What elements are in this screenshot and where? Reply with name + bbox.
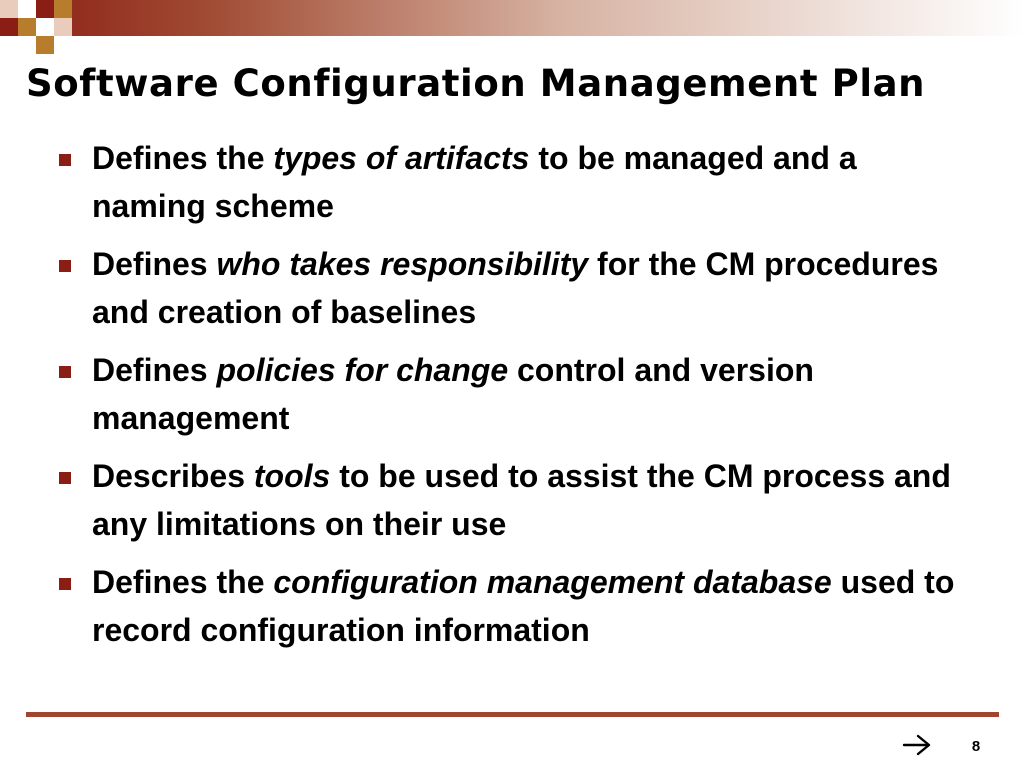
bullet-item [56,346,956,442]
bullet-emphasis: configuration management database [273,564,832,600]
bullet-emphasis: who takes responsibility [216,246,589,282]
bullet-emphasis: types of artifacts [273,140,530,176]
bullet-text [92,246,938,330]
decorative-square [54,18,72,36]
square-bullet-icon [59,260,71,272]
decorative-square [36,0,54,18]
next-slide-button[interactable] [900,732,934,758]
decorative-square [18,18,36,36]
bullet-item [56,558,956,654]
bullet-text-after: control and version management [92,352,814,436]
bullet-text-after: for the CM procedures and creation of baselines [92,246,939,330]
decorative-square [0,0,18,18]
bullet-emphasis: tools [253,458,331,494]
decorative-square [18,36,36,54]
decorative-square [36,18,54,36]
bullet-text-before: Defines the [92,140,274,176]
decorative-square [18,0,36,18]
bullet-emphasis: policies for change [216,352,509,388]
bullet-text [92,352,814,436]
decorative-square [36,36,54,54]
decorative-square [0,18,18,36]
bullet-text-after: used to record configuration information [92,564,955,648]
bullet-list [56,134,956,664]
bullet-text-before: Defines the [92,564,274,600]
square-bullet-icon [59,472,71,484]
bullet-item [56,452,956,548]
slide-title: Software Configuration Management Plan [26,62,926,105]
bullet-text-before: Defines [92,352,217,388]
bullet-text-before: Defines [92,246,217,282]
bullet-text [92,140,857,224]
right-arrow-icon [900,732,934,758]
bullet-text-before: Describes [92,458,254,494]
bullet-text [92,564,954,648]
bullet-item [56,134,956,230]
square-bullet-icon [59,154,71,166]
square-bullet-icon [59,366,71,378]
page-number: 8 [971,738,981,755]
bottom-divider [26,712,999,717]
bullet-text-after: to be used to assist the CM process and any limitations on their use [92,458,951,542]
header-band [0,0,1024,36]
bullet-text [92,458,951,542]
bullet-item [56,240,956,336]
bullet-text-after: to be managed and a naming scheme [92,140,857,224]
square-bullet-icon [59,578,71,590]
decorative-square [54,0,72,18]
